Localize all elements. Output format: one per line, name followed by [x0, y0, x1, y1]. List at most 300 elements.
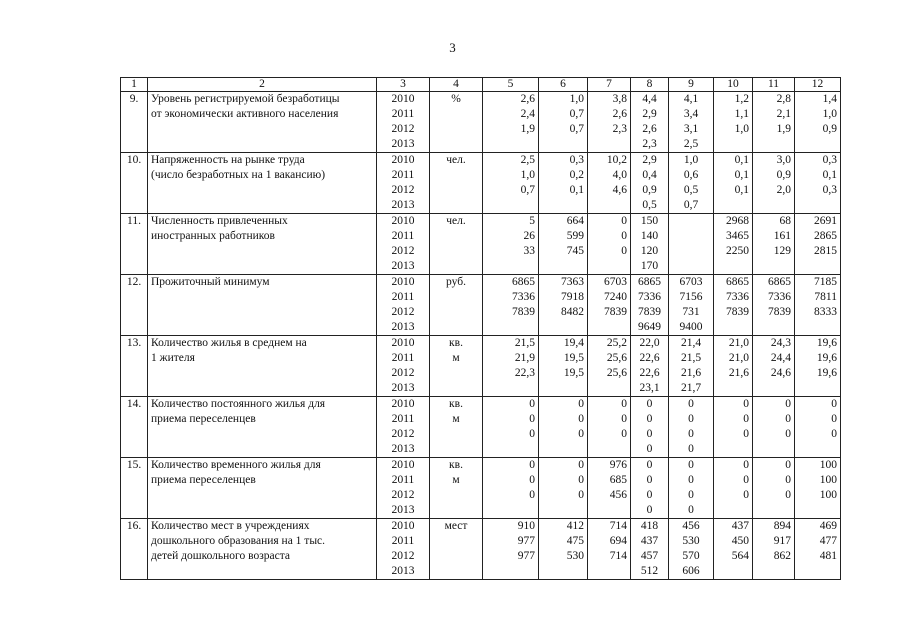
cell-line — [486, 137, 535, 152]
cell-line — [486, 442, 535, 457]
value-cell — [795, 519, 841, 580]
value-cell — [714, 519, 753, 580]
cell-line: 0,3 — [822, 154, 837, 166]
cell-line: 0,1 — [569, 184, 584, 196]
cell-line: 2,6 — [612, 108, 627, 120]
cell-line: 2011 — [391, 352, 415, 364]
value-cell — [631, 458, 669, 519]
cell-line: 2012 — [391, 184, 415, 196]
cell-line: 7336 — [638, 291, 661, 303]
cell-line: 0,1 — [734, 184, 749, 196]
cell-line: 0 — [743, 428, 749, 440]
value-cell — [714, 153, 753, 214]
row-number: 15. — [126, 459, 142, 471]
cell-line: 2013 — [391, 443, 415, 455]
cell-line: 7839 — [768, 306, 791, 318]
unit-cell — [430, 275, 483, 336]
cell-line: 685 — [609, 474, 627, 486]
cell-line: 0 — [785, 459, 791, 471]
unit-cell — [430, 336, 483, 397]
cell-line: 456 — [682, 520, 700, 532]
value-cell — [588, 92, 631, 153]
value-cell — [795, 92, 841, 153]
column-header-11: 11 — [753, 78, 795, 92]
cell-line: 140 — [640, 230, 659, 242]
table-row — [121, 458, 841, 519]
cell-line: 745 — [566, 245, 584, 257]
row-number: 13. — [126, 337, 142, 349]
cell-line: 3,8 — [612, 93, 627, 105]
row-number-cell — [121, 458, 148, 519]
cell-line: 4,0 — [612, 169, 627, 181]
cell-line: 6865 — [726, 276, 749, 288]
cell-line — [717, 381, 749, 396]
cell-line: 6703 — [604, 276, 627, 288]
cell-line: 0 — [621, 245, 627, 257]
value-cell — [539, 458, 588, 519]
cell-line: 25,2 — [606, 337, 627, 349]
cell-line: 418 — [640, 520, 659, 532]
cell-line: 1,0 — [683, 154, 699, 166]
cell-line — [756, 503, 791, 518]
value-cell — [631, 397, 669, 458]
cell-line: 2012 — [391, 428, 415, 440]
cell-line: 5 — [529, 215, 535, 227]
cell-line: 0 — [831, 398, 837, 410]
cell-line: 2011 — [391, 169, 415, 181]
cell-line: 100 — [819, 474, 837, 486]
row-number-cell — [121, 336, 148, 397]
cell-line: 477 — [819, 535, 837, 547]
cell-line: 862 — [773, 550, 791, 562]
page-number: 3 — [449, 40, 456, 55]
cell-line: 2,5 — [683, 138, 699, 150]
cell-line: 0 — [529, 398, 535, 410]
year-cell — [377, 397, 430, 458]
cell-line: 3,0 — [776, 154, 791, 166]
cell-line: 917 — [773, 535, 791, 547]
value-cell — [795, 275, 841, 336]
cell-line: 0,1 — [734, 154, 749, 166]
value-cell — [714, 214, 753, 275]
cell-line: 0 — [578, 474, 584, 486]
cell-line — [798, 564, 837, 579]
cell-line: 0,1 — [822, 169, 837, 181]
value-cell — [588, 214, 631, 275]
cell-line — [591, 442, 627, 457]
cell-line: 2,1 — [776, 108, 791, 120]
row-number-cell — [121, 92, 148, 153]
value-cell — [669, 275, 714, 336]
cell-line: 0 — [785, 428, 791, 440]
cell-line — [798, 320, 837, 335]
year-cell — [377, 214, 430, 275]
cell-line: 0 — [743, 489, 749, 501]
cell-line: 1,0 — [520, 169, 535, 181]
cell-line: 22,3 — [514, 367, 535, 379]
row-number: 14. — [126, 398, 142, 410]
cell-line: 1,0 — [569, 93, 584, 105]
unit-cell — [430, 153, 483, 214]
value-cell — [539, 153, 588, 214]
value-cell — [795, 458, 841, 519]
cell-line: 469 — [819, 520, 837, 532]
cell-line: % — [451, 93, 461, 105]
year-cell — [377, 153, 430, 214]
cell-line: 3,4 — [683, 108, 699, 120]
cell-line — [798, 381, 837, 396]
value-cell — [795, 397, 841, 458]
cell-line: 714 — [609, 520, 627, 532]
cell-line: 1,4 — [822, 93, 837, 105]
cell-line: 7839 — [512, 306, 535, 318]
cell-line: чел. — [446, 154, 466, 166]
cell-line: 0 — [688, 489, 694, 501]
cell-line: 0,9 — [642, 184, 657, 196]
cell-line: 2,0 — [776, 184, 791, 196]
cell-line: 7811 — [814, 291, 837, 303]
cell-line — [542, 198, 584, 213]
cell-line: 100 — [819, 489, 837, 501]
cell-line: 2,5 — [520, 154, 535, 166]
value-cell — [714, 397, 753, 458]
cell-line: 2,6 — [642, 123, 657, 135]
cell-line: 0 — [785, 413, 791, 425]
cell-line — [798, 442, 837, 457]
value-cell — [588, 275, 631, 336]
cell-line — [542, 259, 584, 274]
cell-line: 2,3 — [642, 138, 657, 150]
row-number-cell — [121, 519, 148, 580]
cell-line — [717, 564, 749, 579]
cell-line: 1,9 — [520, 123, 535, 135]
cell-line — [591, 259, 627, 274]
table-row — [121, 275, 841, 336]
cell-line: 0,7 — [683, 199, 699, 211]
cell-line: кв. — [449, 459, 463, 471]
cell-line: 0 — [621, 215, 627, 227]
value-cell — [795, 153, 841, 214]
cell-line: 2815 — [814, 245, 837, 257]
cell-line: 7240 — [604, 291, 627, 303]
column-header-5: 5 — [483, 78, 539, 92]
cell-line: 0 — [688, 504, 694, 516]
unit-cell — [430, 92, 483, 153]
cell-line — [486, 381, 535, 396]
cell-line: 977 — [517, 535, 535, 547]
cell-line: 0 — [646, 398, 653, 410]
column-header-9: 9 — [669, 78, 714, 92]
value-cell — [539, 92, 588, 153]
value-cell — [631, 153, 669, 214]
cell-line: 21,0 — [728, 352, 749, 364]
cell-line — [486, 503, 535, 518]
cell-line — [542, 442, 584, 457]
cell-line: 481 — [819, 550, 837, 562]
cell-line: 1,0 — [734, 123, 749, 135]
cell-line: 731 — [682, 306, 700, 318]
cell-line: приема переселенцев — [151, 474, 256, 486]
value-cell — [483, 336, 539, 397]
cell-line: приема переселенцев — [151, 413, 256, 425]
cell-line: 21,5 — [680, 352, 702, 364]
value-cell — [631, 214, 669, 275]
cell-line: 6865 — [768, 276, 791, 288]
cell-line: 2012 — [391, 489, 415, 501]
cell-line: 0,3 — [569, 154, 584, 166]
cell-line — [798, 259, 837, 274]
cell-line — [756, 198, 791, 213]
cell-line: 8333 — [814, 306, 837, 318]
value-cell — [483, 92, 539, 153]
indicator-name-cell — [148, 397, 377, 458]
value-cell — [753, 458, 795, 519]
cell-line: 2,4 — [520, 108, 535, 120]
cell-line: 0 — [529, 459, 535, 471]
cell-line — [486, 564, 535, 579]
cell-line: 0 — [646, 459, 653, 471]
value-cell — [631, 336, 669, 397]
cell-line: 9400 — [679, 321, 703, 333]
value-cell — [714, 458, 753, 519]
cell-line: 4,1 — [683, 93, 699, 105]
cell-line: 457 — [640, 550, 659, 562]
cell-line: м — [452, 474, 460, 486]
cell-line: 456 — [609, 489, 627, 501]
cell-line: 1 жителя — [151, 352, 195, 364]
cell-line — [672, 244, 710, 259]
cell-line: 2013 — [391, 260, 415, 272]
cell-line: 437 — [640, 535, 659, 547]
column-header-1: 1 — [121, 78, 148, 92]
value-cell — [669, 336, 714, 397]
cell-line: 0 — [578, 459, 584, 471]
cell-line: 0 — [831, 428, 837, 440]
cell-line: 2010 — [391, 337, 415, 349]
cell-line — [717, 137, 749, 152]
year-cell — [377, 519, 430, 580]
cell-line: 7363 — [561, 276, 584, 288]
column-header-4: 4 — [430, 78, 483, 92]
value-cell — [795, 214, 841, 275]
value-cell — [483, 214, 539, 275]
value-cell — [753, 275, 795, 336]
cell-line: 21,7 — [680, 382, 702, 394]
cell-line: 2011 — [391, 535, 415, 547]
cell-line — [591, 137, 627, 152]
indicator-name-cell — [148, 519, 377, 580]
cell-line: 3,1 — [683, 123, 699, 135]
cell-line: 19,6 — [816, 337, 837, 349]
cell-line: 0 — [646, 474, 653, 486]
value-cell — [539, 336, 588, 397]
cell-line — [756, 320, 791, 335]
cell-line: 0,7 — [569, 123, 584, 135]
value-cell — [714, 92, 753, 153]
cell-line: 450 — [731, 535, 749, 547]
cell-line: 100 — [819, 459, 837, 471]
cell-line: 0 — [688, 398, 694, 410]
cell-line: Количество жилья в среднем на — [151, 337, 307, 349]
cell-line: 664 — [566, 215, 584, 227]
cell-line — [798, 503, 837, 518]
table-row — [121, 92, 841, 153]
cell-line: 0 — [578, 428, 584, 440]
cell-line: 0 — [688, 413, 694, 425]
cell-line: 7185 — [814, 276, 837, 288]
cell-line — [717, 259, 749, 274]
cell-line: от экономически активного населения — [151, 108, 339, 120]
cell-line: 7156 — [679, 291, 703, 303]
cell-line: Уровень регистрируемой безработицы — [151, 93, 340, 105]
cell-line: 2010 — [391, 398, 415, 410]
value-cell — [669, 153, 714, 214]
value-cell — [753, 153, 795, 214]
cell-line: 2010 — [391, 459, 415, 471]
unit-cell — [430, 397, 483, 458]
cell-line — [756, 137, 791, 152]
row-number: 9. — [129, 93, 139, 105]
cell-line: 2010 — [391, 154, 415, 166]
cell-line: 129 — [773, 245, 791, 257]
value-cell — [631, 275, 669, 336]
row-number-cell — [121, 214, 148, 275]
cell-line: 7336 — [726, 291, 749, 303]
cell-line: 976 — [609, 459, 627, 471]
cell-line: 530 — [566, 550, 584, 562]
cell-line: 0 — [529, 413, 535, 425]
cell-line — [591, 503, 627, 518]
cell-line: 19,5 — [563, 367, 584, 379]
cell-line: 7918 — [561, 291, 584, 303]
cell-line: 2010 — [391, 215, 415, 227]
cell-line: 2011 — [391, 108, 415, 120]
cell-line: 19,6 — [816, 367, 837, 379]
cell-line: 2,8 — [776, 93, 791, 105]
cell-line: 4,4 — [642, 93, 657, 105]
cell-line: 475 — [566, 535, 584, 547]
cell-line: 4,6 — [612, 184, 627, 196]
cell-line — [542, 564, 584, 579]
cell-line: 33 — [523, 245, 535, 257]
cell-line: 0 — [646, 443, 653, 455]
cell-line: 19,6 — [816, 352, 837, 364]
cell-line: 2010 — [391, 93, 415, 105]
cell-line: руб. — [446, 276, 466, 288]
value-cell — [714, 275, 753, 336]
cell-line — [542, 503, 584, 518]
value-cell — [483, 519, 539, 580]
table-row — [121, 153, 841, 214]
column-header-2: 2 — [148, 78, 377, 92]
column-header-10: 10 — [714, 78, 753, 92]
cell-line: 437 — [731, 520, 749, 532]
cell-line: 2,9 — [642, 154, 657, 166]
cell-line — [672, 214, 710, 229]
value-cell — [483, 275, 539, 336]
cell-line: 2865 — [814, 230, 837, 242]
cell-line: 0 — [529, 489, 535, 501]
table-row — [121, 519, 841, 580]
cell-line: 0,9 — [822, 123, 837, 135]
cell-line: 0 — [578, 489, 584, 501]
cell-line: 2010 — [391, 520, 415, 532]
row-number-cell — [121, 275, 148, 336]
cell-line: Численность привлеченных — [151, 215, 288, 227]
value-cell — [588, 153, 631, 214]
cell-line: 910 — [517, 520, 535, 532]
cell-line: 0,7 — [520, 184, 535, 196]
cell-line: 977 — [517, 550, 535, 562]
unit-cell — [430, 214, 483, 275]
cell-line — [672, 229, 710, 244]
cell-line: 21,6 — [680, 367, 702, 379]
cell-line: 0 — [529, 428, 535, 440]
cell-line: 7336 — [512, 291, 535, 303]
cell-line: 1,9 — [776, 123, 791, 135]
unit-cell — [430, 458, 483, 519]
cell-line: чел. — [446, 215, 466, 227]
cell-line: Количество постоянного жилья для — [151, 398, 326, 410]
cell-line: 0 — [688, 459, 694, 471]
cell-line: 0 — [785, 398, 791, 410]
cell-line: 1,2 — [734, 93, 749, 105]
indicator-name-cell — [148, 458, 377, 519]
cell-line: 21,5 — [514, 337, 535, 349]
table-header-row — [121, 78, 841, 92]
cell-line: 0 — [621, 428, 627, 440]
value-cell — [539, 214, 588, 275]
year-cell — [377, 458, 430, 519]
indicator-name-cell — [148, 153, 377, 214]
cell-line: 21,4 — [680, 337, 702, 349]
cell-line: 714 — [609, 550, 627, 562]
cell-line: 0 — [578, 413, 584, 425]
cell-line: Прожиточный минимум — [151, 276, 270, 288]
value-cell — [669, 397, 714, 458]
cell-line: м — [452, 352, 460, 364]
table-row — [121, 214, 841, 275]
cell-line — [717, 198, 749, 213]
cell-line: 0 — [621, 398, 627, 410]
cell-line — [591, 381, 627, 396]
cell-line: 2012 — [391, 123, 415, 135]
cell-line: 0,7 — [569, 108, 584, 120]
cell-line: 2012 — [391, 306, 415, 318]
cell-line: 3465 — [726, 230, 749, 242]
row-number: 12. — [126, 276, 142, 288]
cell-line: 10,2 — [606, 154, 627, 166]
value-cell — [795, 336, 841, 397]
cell-line — [486, 320, 535, 335]
value-cell — [753, 336, 795, 397]
cell-line: 0 — [646, 504, 653, 516]
cell-line: 1,1 — [734, 108, 749, 120]
cell-line: 161 — [773, 230, 791, 242]
cell-line: 0 — [646, 413, 653, 425]
cell-line: 0 — [529, 474, 535, 486]
cell-line: мест — [444, 520, 468, 532]
value-cell — [588, 458, 631, 519]
cell-line: 2011 — [391, 230, 415, 242]
column-header-8: 8 — [631, 78, 669, 92]
cell-line: 0 — [688, 443, 694, 455]
indicator-name-cell — [148, 275, 377, 336]
cell-line: 0,5 — [683, 184, 699, 196]
cell-line: 412 — [566, 520, 584, 532]
cell-line: 0 — [646, 489, 653, 501]
cell-line: 2013 — [391, 199, 415, 211]
